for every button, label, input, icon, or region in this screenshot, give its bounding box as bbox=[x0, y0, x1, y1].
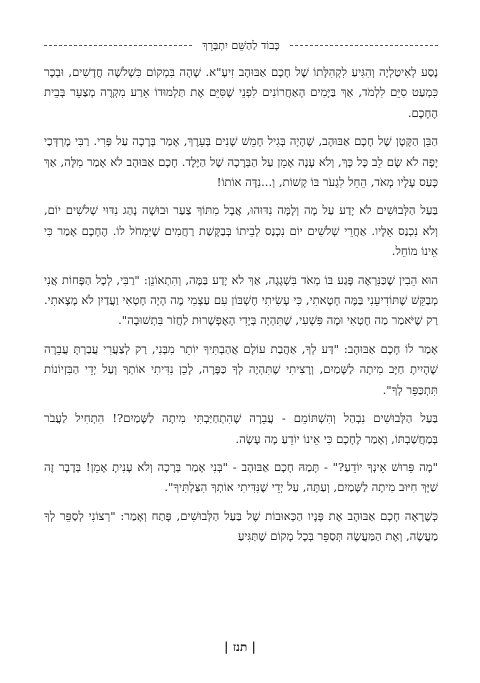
paragraph-8: כְּשֶׁרָאָה חָכָם אַבּוּהָב אֶת פָּנָיו הַכְּאוּבוֹת שֶׁל בַּעַל הַלְּבוּשִׁים, פָּתַח וְאָמַר: "רְצוֹנִי לְסַפֵּר לְךָ מַעֲשֶׂה, וְאֶת הַמַּעֲשֶׂה תְּסַפֵּר בְּכָל מָקוֹם שֶׁתַּגִּיעַ bbox=[44, 508, 438, 544]
paragraph-3: בַּעַל הַלְּבוּשִׁים לֹא יָדַע עַל מָה וְלָמָּה נִדּוּהוּ, אֲבָל מִתּוֹךְ צַעַר וּבוּשָׁה נָהַג נִדּוּי שְׁלֹשִׁים יוֹם, וְלֹא נִכְנַס אֵלָיו. אַחֲרֵי שְׁלֹשִׁים יוֹם נִכְנַס לְבֵיתוֹ בְּבַקָּשַׁת רַחֲמִים שֶׁיִּמְחֹל לוֹ. הֶחָכָם אָמַר כִּי אֵינוֹ מוֹחֵל. bbox=[44, 203, 438, 259]
page-number: | תנז | bbox=[224, 640, 256, 654]
paragraph-6: בַּעַל הַלְּבוּשִׁים נִבְהַל וְהִשְׁתּוֹמֵם - עֲבֵרָה שֶׁהִתְחַיַּבְתִּי מִיתָה לַשָּׁמַיִם?! הִתְחִיל לַעֲבֹר בְּמַחֲשַׁבְתּוֹ, וְאָמַר לֶחָכָם כִּי אֵינוֹ יוֹדֵעַ מָה עָשָׂה. bbox=[44, 411, 438, 446]
running-header bbox=[44, 36, 438, 54]
header-rule-left bbox=[44, 45, 192, 46]
paragraph-1: נָסַע לְאִיטַלְיָה וְהִגִּיעַ לִקְהִלָּתוֹ שֶׁל חָכָם אַבּוּהָב זִיעָ"א. שָׁהָה בִּמְקוֹם כִּשְׁלֹשָׁה חֳדָשִׁים, וּבְכָר כִּמְעַט סִיֵּם לִלְמֹד, אַךְ בַּיָּמִים הָאַחֲרוֹנִים לִפְנֵי שֶׁסִּיֵּם אֶת תַּלְמוּדוֹ אֵרַע מִקְרֶה מְצַעֵר בְּבֵית הֶחָכָם. bbox=[44, 65, 438, 120]
header-title: כָּבוֹד לַהַשֵּׁם יִתְבָּרֵךְ bbox=[202, 38, 280, 52]
body-text bbox=[44, 62, 438, 555]
paragraph-5: אָמַר לוֹ חָכָם אַבּוּהָב: "דַּע לְךָ, אַהֲבַת עוֹלָם אֲהַבְתִּיךָ יוֹתֵר מִבְּנִי, רַק לְצַעֲרִי עֲבַרְתָּ עֲבֵרָה שֶׁהָיִיתָ חַיָּב מִיתָה לַשָּׁמַיִם, וְרָצִיתִי שֶׁתִּהְיֶה לְךָ כַּפָּרָה, לָכֵן נִדִּיתִי אוֹתְךָ וְעַל יְדֵי הַבִּזְיוֹנוֹת תִּתְכַּפֵּר לְךָ". bbox=[44, 341, 438, 397]
header-rule-right bbox=[290, 45, 438, 46]
paragraph-7: "מָה פֵּרוּשׁ אֵינְךָ יוֹדֵעַ?" - תָּמַהּ חָכָם אַבּוּהָב - "בְּנִי אָמַר בְּרָכָה וְלֹא עָנִיתָ אָמֵן! בְּדָבָר זֶה שַׁיָּךְ חִיּוּב מִיתָה לַשָּׁמַיִם, וְעַתָּה, עַל יְדֵי שֶׁנִּדִּיתִי אוֹתְךָ הִצַּלְתִּיךָ". bbox=[44, 459, 438, 495]
paragraph-4: הוּא הֵבִין שֶׁכַּנִּרְאֶה פָּגַע בּוֹ מְאֹד בִּשְׁגָגָה, אַךְ לֹא יָדַע בַּמֶּה, וְהִתְאוֹנֵן: "רַבִּי, לְכָל הַפָּחוֹת אֲנִי מְבַקֵּשׁ שֶׁתּוֹדִיעֵנִי בַּמֶּה חָטָאתִי, כִּי עָשִׂיתִי חֶשְׁבּוֹן עִם עַצְמִי מֶה הָיָה חֶטְאִי וַעֲדַיִן לֹא מָצָאתִי. רַק שֶׁיֹּאמַר מַה חֶטְאִי וּמֶה פִּשְׁעִי, שֶׁתִּהְיֶה בְּיָדִי הָאֶפְשָׁרוּת לַחֲזֹר בִּתְשׁוּבָה". bbox=[44, 272, 438, 328]
paragraph-2: הַבֵּן הַקָּטָן שֶׁל חָכָם אַבּוּהָב, שֶׁהָיָה בְּגִיל חָמֵשׁ שָׁנִים בְּעֵרֶךְ, אָמַר בְּרָכָה עַל פְּרִי. רַבִּי מָרְדְּכַי יָפָה לֹא שָׂם לֵב כָּל כָּךְ, וְלֹא עָנָה אָמֵן עַל הַבְּרָכָה שֶׁל הַיֶּלֶד. חָכָם אַבּוּהָב לֹא אָמַר מִלָּה, אַךְ כָּעַס עָלָיו מְאֹד, הֵחֵל לִגְעֹר בּוֹ קָשׁוֹת, וְ...נִדָּה אוֹתוֹ! bbox=[44, 134, 438, 190]
